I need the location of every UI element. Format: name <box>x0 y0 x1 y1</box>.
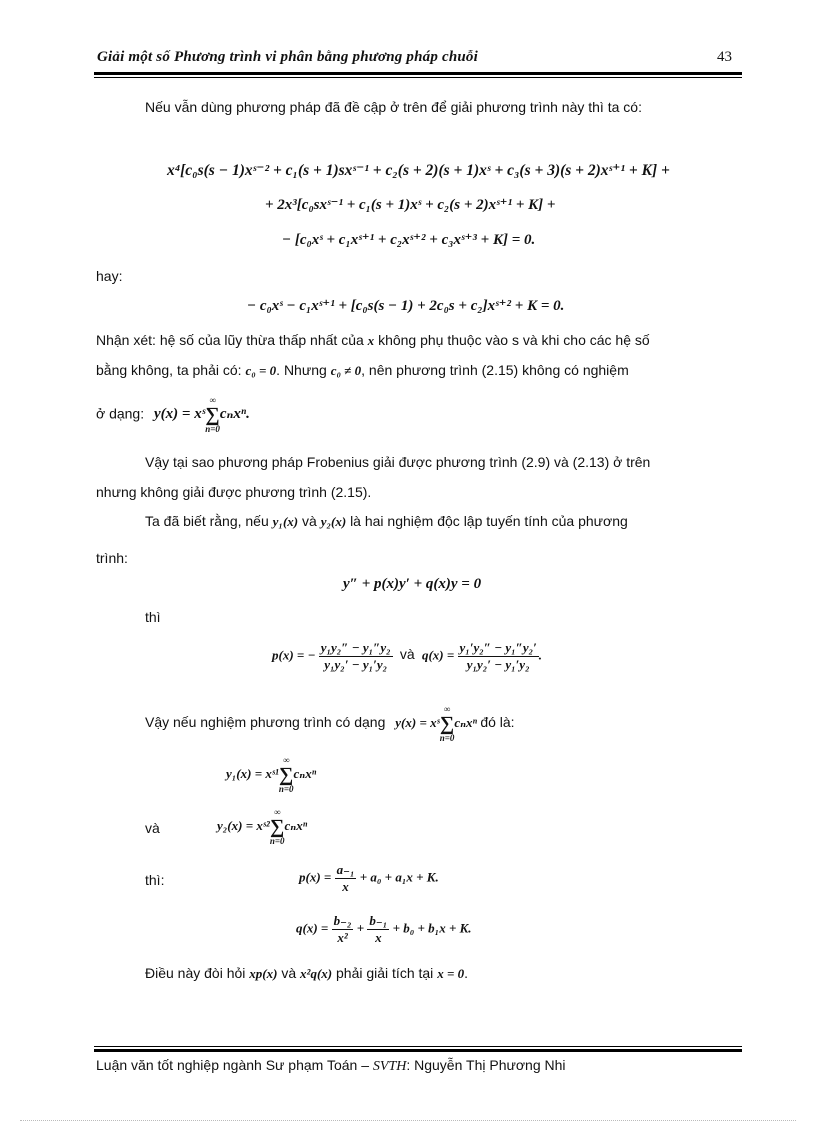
equation-p-series: p(x) = $\frac{\text{a₋₁}}{x}$ + a₀ + a₁x + K. <box>299 862 439 894</box>
footer-rule <box>94 1046 742 1052</box>
page-edge-dotted-line <box>20 1120 796 1121</box>
paragraph-remark-line-3 <box>96 396 250 434</box>
series-form-equation: y(x) = xˢ∞ ∑ n=0cₙxⁿ. <box>154 395 250 434</box>
word-va: và <box>145 820 160 836</box>
footer-thesis: Luận văn tốt nghiệp ngành Sư phạm Toán – <box>96 1057 369 1073</box>
summation-symbol: ∞ ∑ n=0 <box>205 395 220 434</box>
equation-p-q-wronskian: p(x) = − $\frac{\text{y₁y₂″ − y₁″y₂}}{\text{y₁y₂′ − y₁′y₂}}$ và q(x) = $\frac{\text{y₁′y₂″ − y₁″y₂′}}{\text{y₁y₂′ − y₁′y₂}}$ . <box>272 640 543 672</box>
known-y2: y₂(x) <box>320 514 347 529</box>
fraction-q-series-2: $\frac{\text{b₋₁}}{x}$ <box>369 913 388 945</box>
requirement-x-zero: x = 0 <box>437 966 465 981</box>
page-number: 43 <box>717 49 732 65</box>
paragraph-remark-line-1 <box>96 330 650 351</box>
remark-text-c: bằng không, ta phải có: <box>96 362 242 378</box>
equation-ode: y″ + p(x)y′ + q(x)y = 0 <box>343 576 482 592</box>
equation-1-line-2: + 2x³[c₀sxˢ⁻¹ + c₁(s + 1)xˢ + c₂(s + 2)xˢ⁺¹ + K] + <box>265 197 556 213</box>
remark-text-e: , nên phương trình (2.15) không có nghiệm <box>361 362 629 378</box>
known-text-a: Ta đã biết rằng, nếu <box>145 513 269 529</box>
word-hay: hay: <box>96 268 123 284</box>
fraction-q-series-1: $\frac{\text{b₋₂}}{\text{x²}}$ <box>333 913 352 945</box>
header-rule <box>94 72 742 78</box>
requirement-text-c: phải giải tích tại <box>336 965 434 981</box>
if-solution-equation: y(x) = xˢ∞ ∑ n=0cₙxⁿ <box>395 704 478 743</box>
footer-svth: SVTH <box>372 1059 407 1074</box>
remark-text-d: . Nhưng <box>276 362 327 378</box>
fraction-q: $\frac{\text{y₁′y₂″ − y₁″y₂′}}{\text{y₁y₂′ − y₁′y₂}}$ <box>459 640 537 672</box>
remark-text-a: Nhận xét: hệ số của lũy thừa thấp nhất của <box>96 332 364 348</box>
requirement-period: . <box>464 965 468 981</box>
word-trinh: trình: <box>96 550 128 566</box>
remark-text-b: không phụ thuộc vào s và khi cho các hệ số <box>378 332 650 348</box>
known-text-b: và <box>302 513 317 529</box>
paragraph-known-line-1 <box>145 511 628 532</box>
remark-eq-c0-nonzero: c₀ ≠ 0 <box>330 363 362 378</box>
requirement-xp: xp(x) <box>249 966 278 981</box>
paragraph-requirement <box>145 963 468 984</box>
fraction-p-series: $\frac{\text{a₋₁}}{x}$ <box>336 862 355 894</box>
equation-2: − c₀xˢ − c₁xˢ⁺¹ + [c₀s(s − 1) + 2c₀s + c₂]xˢ⁺² + K = 0. <box>247 298 565 314</box>
requirement-x2q: x²q(x) <box>300 966 333 981</box>
remark-text-f: ở dạng: <box>96 405 145 422</box>
remark-variable-x: x <box>367 333 375 348</box>
paragraph-if-solution <box>145 705 515 743</box>
equation-q-series: q(x) = $\frac{\text{b₋₂}}{\text{x²}}$ + $\frac{\text{b₋₁}}{x}$ + b₀ + b₁x + K. <box>296 913 472 945</box>
header-title: Giải một số Phương trình vi phân bằng phương pháp chuỗi <box>97 49 479 65</box>
paragraph-remark-line-2 <box>96 360 629 381</box>
equation-1-line-1: x⁴[c₀s(s − 1)xˢ⁻² + c₁(s + 1)sxˢ⁻¹ + c₂(s + 2)(s + 1)xˢ + c₃(s + 3)(s + 2)xˢ⁺¹ + K] + <box>167 162 670 179</box>
footer-author: : Nguyễn Thị Phương Nhi <box>406 1057 566 1073</box>
equation-y2: y₂(x) = xˢ²∞ ∑ n=0cₙxⁿ <box>217 807 308 846</box>
fraction-p: $\frac{\text{y₁y₂″ − y₁″y₂}}{\text{y₁y₂′ − y₁′y₂}}$ <box>320 640 391 672</box>
word-thi-1: thì <box>145 609 161 625</box>
paragraph-intro: Nếu vẫn dùng phương pháp đã đề cập ở trên để giải phương trình này thì ta có: <box>145 99 642 115</box>
equation-1-line-3: − [c₀xˢ + c₁xˢ⁺¹ + c₂xˢ⁺² + c₃xˢ⁺³ + K] = 0. <box>282 232 536 248</box>
word-thi-2: thì: <box>145 872 165 888</box>
if-solution-text-b: đó là: <box>480 713 515 730</box>
paragraph-frobenius-line-1: Vậy tại sao phương pháp Frobenius giải được phương trình (2.9) và (2.13) ở trên <box>145 454 651 470</box>
if-solution-text-a: Vậy nếu nghiệm phương trình có dạng <box>145 713 386 730</box>
requirement-text-a: Điều này đòi hỏi <box>145 965 246 981</box>
paragraph-frobenius-line-2: nhưng không giải được phương trình (2.15). <box>96 484 372 500</box>
remark-eq-c0-zero: c₀ = 0 <box>245 363 277 378</box>
known-text-c: là hai nghiệm độc lập tuyến tính của phương <box>350 513 628 529</box>
equation-y1: y₁(x) = xˢ¹∞ ∑ n=0cₙxⁿ <box>226 755 317 794</box>
footer <box>96 1057 566 1075</box>
known-y1: y₁(x) <box>272 514 299 529</box>
requirement-text-b: và <box>281 965 297 981</box>
